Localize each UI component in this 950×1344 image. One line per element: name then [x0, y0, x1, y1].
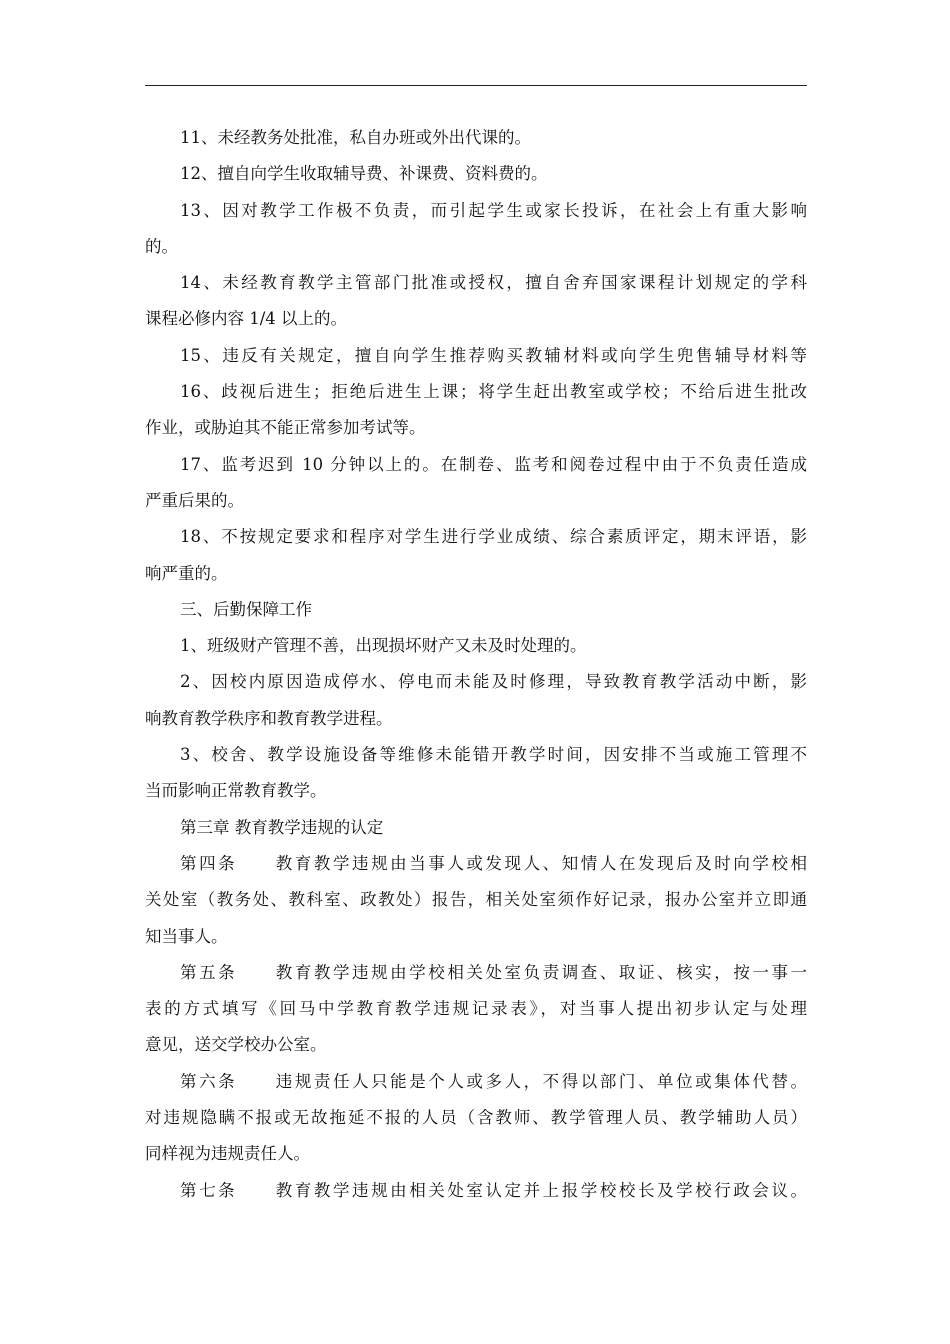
line-text: 同样视为违规责任人。 [145, 1144, 310, 1164]
text-line [145, 120, 807, 156]
line-text: 2、因校内原因造成停水、停电而未能及时修理，导致教育教学活动中断，影 [180, 672, 807, 692]
line-text: 三、后勤保障工作 [180, 599, 312, 619]
line-text: 响严重的。 [145, 563, 228, 583]
text-line [145, 737, 807, 773]
text-line [145, 556, 807, 592]
line-text: 知当事人。 [145, 926, 228, 946]
line-text: 意见，送交学校办公室。 [145, 1035, 327, 1055]
line-text-continued: 教育教学违规由相关处室认定并上报学校校长及学校行政会议。 [273, 1180, 807, 1200]
line-text: 13、因对教学工作极不负责，而引起学生或家长投诉，在社会上有重大影响 [180, 200, 807, 220]
text-line [145, 1027, 807, 1063]
text-line [145, 846, 807, 882]
text-line [145, 519, 807, 555]
header-rule [145, 85, 807, 86]
line-text-continued: 违规责任人只能是个人或多人，不得以部门、单位或集体代替。 [273, 1071, 807, 1091]
text-line [145, 447, 807, 483]
line-text: 的。 [145, 236, 178, 256]
text-line [145, 628, 807, 664]
text-line [145, 592, 807, 628]
line-text: 11、未经教务处批准，私自办班或外出代课的。 [180, 128, 531, 147]
line-text: 关处室（教务处、教科室、政教处）报告，相关处室须作好记录，报办公室并立即通 [145, 890, 807, 910]
line-text: 对违规隐瞒不报或无故拖延不报的人员（含教师、教学管理人员、教学辅助人员） [145, 1108, 807, 1128]
text-line [145, 410, 807, 446]
text-line [145, 193, 807, 229]
line-text: 第七条 [180, 1180, 238, 1200]
text-line [145, 265, 807, 301]
line-text: 第四条 [180, 853, 238, 873]
line-text: 15、违反有关规定，擅自向学生推荐购买教辅材料或向学生兜售辅导材料等 [180, 345, 807, 365]
text-line [145, 955, 807, 991]
document-body [145, 120, 807, 1209]
line-text: 16、歧视后进生；拒绝后进生上课；将学生赶出教室或学校；不给后进生批改 [180, 382, 807, 402]
line-text: 3、校舍、教学设施设备等维修未能错开教学时间，因安排不当或施工管理不 [180, 745, 807, 765]
line-text: 第三章 教育教学违规的认定 [180, 817, 384, 837]
text-line [145, 1100, 807, 1136]
text-line [145, 156, 807, 192]
line-text: 严重后果的。 [145, 490, 244, 510]
text-line [145, 1136, 807, 1172]
text-line [145, 882, 807, 918]
line-text: 18、不按规定要求和程序对学生进行学业成绩、综合素质评定，期末评语，影 [180, 527, 807, 547]
line-text-continued: 教育教学违规由学校相关处室负责调查、取证、核实，按一事一 [273, 962, 807, 982]
line-text: 课程必修内容 1/4 以上的。 [145, 309, 348, 329]
line-text: 作业，或胁迫其不能正常参加考试等。 [145, 418, 426, 438]
text-line [145, 810, 807, 846]
text-line [145, 664, 807, 700]
text-line [145, 483, 807, 519]
text-line [145, 374, 807, 410]
text-line [145, 1173, 807, 1209]
text-line [145, 991, 807, 1027]
line-text: 第五条 [180, 962, 238, 982]
line-text: 12、擅自向学生收取辅导费、补课费、资料费的。 [180, 164, 548, 184]
line-text: 响教育教学秩序和教育教学进程。 [145, 708, 393, 728]
line-text: 14、未经教育教学主管部门批准或授权，擅自舍弃国家课程计划规定的学科 [180, 273, 807, 293]
text-line [145, 919, 807, 955]
text-line [145, 701, 807, 737]
line-text: 当而影响正常教育教学。 [145, 781, 327, 801]
text-line [145, 301, 807, 337]
line-text: 表的方式填写《回马中学教育教学违规记录表》，对当事人提出初步认定与处理 [145, 999, 807, 1019]
text-line [145, 229, 807, 265]
line-text-continued: 教育教学违规由当事人或发现人、知情人在发现后及时向学校相 [273, 853, 807, 873]
line-text: 17、监考迟到 10 分钟以上的。在制卷、监考和阅卷过程中由于不负责任造成 [180, 454, 807, 474]
text-line [145, 1064, 807, 1100]
line-text: 第六条 [180, 1071, 238, 1091]
text-line [145, 773, 807, 809]
text-line [145, 338, 807, 374]
line-text: 1、班级财产管理不善，出现损坏财产又未及时处理的。 [180, 636, 587, 656]
